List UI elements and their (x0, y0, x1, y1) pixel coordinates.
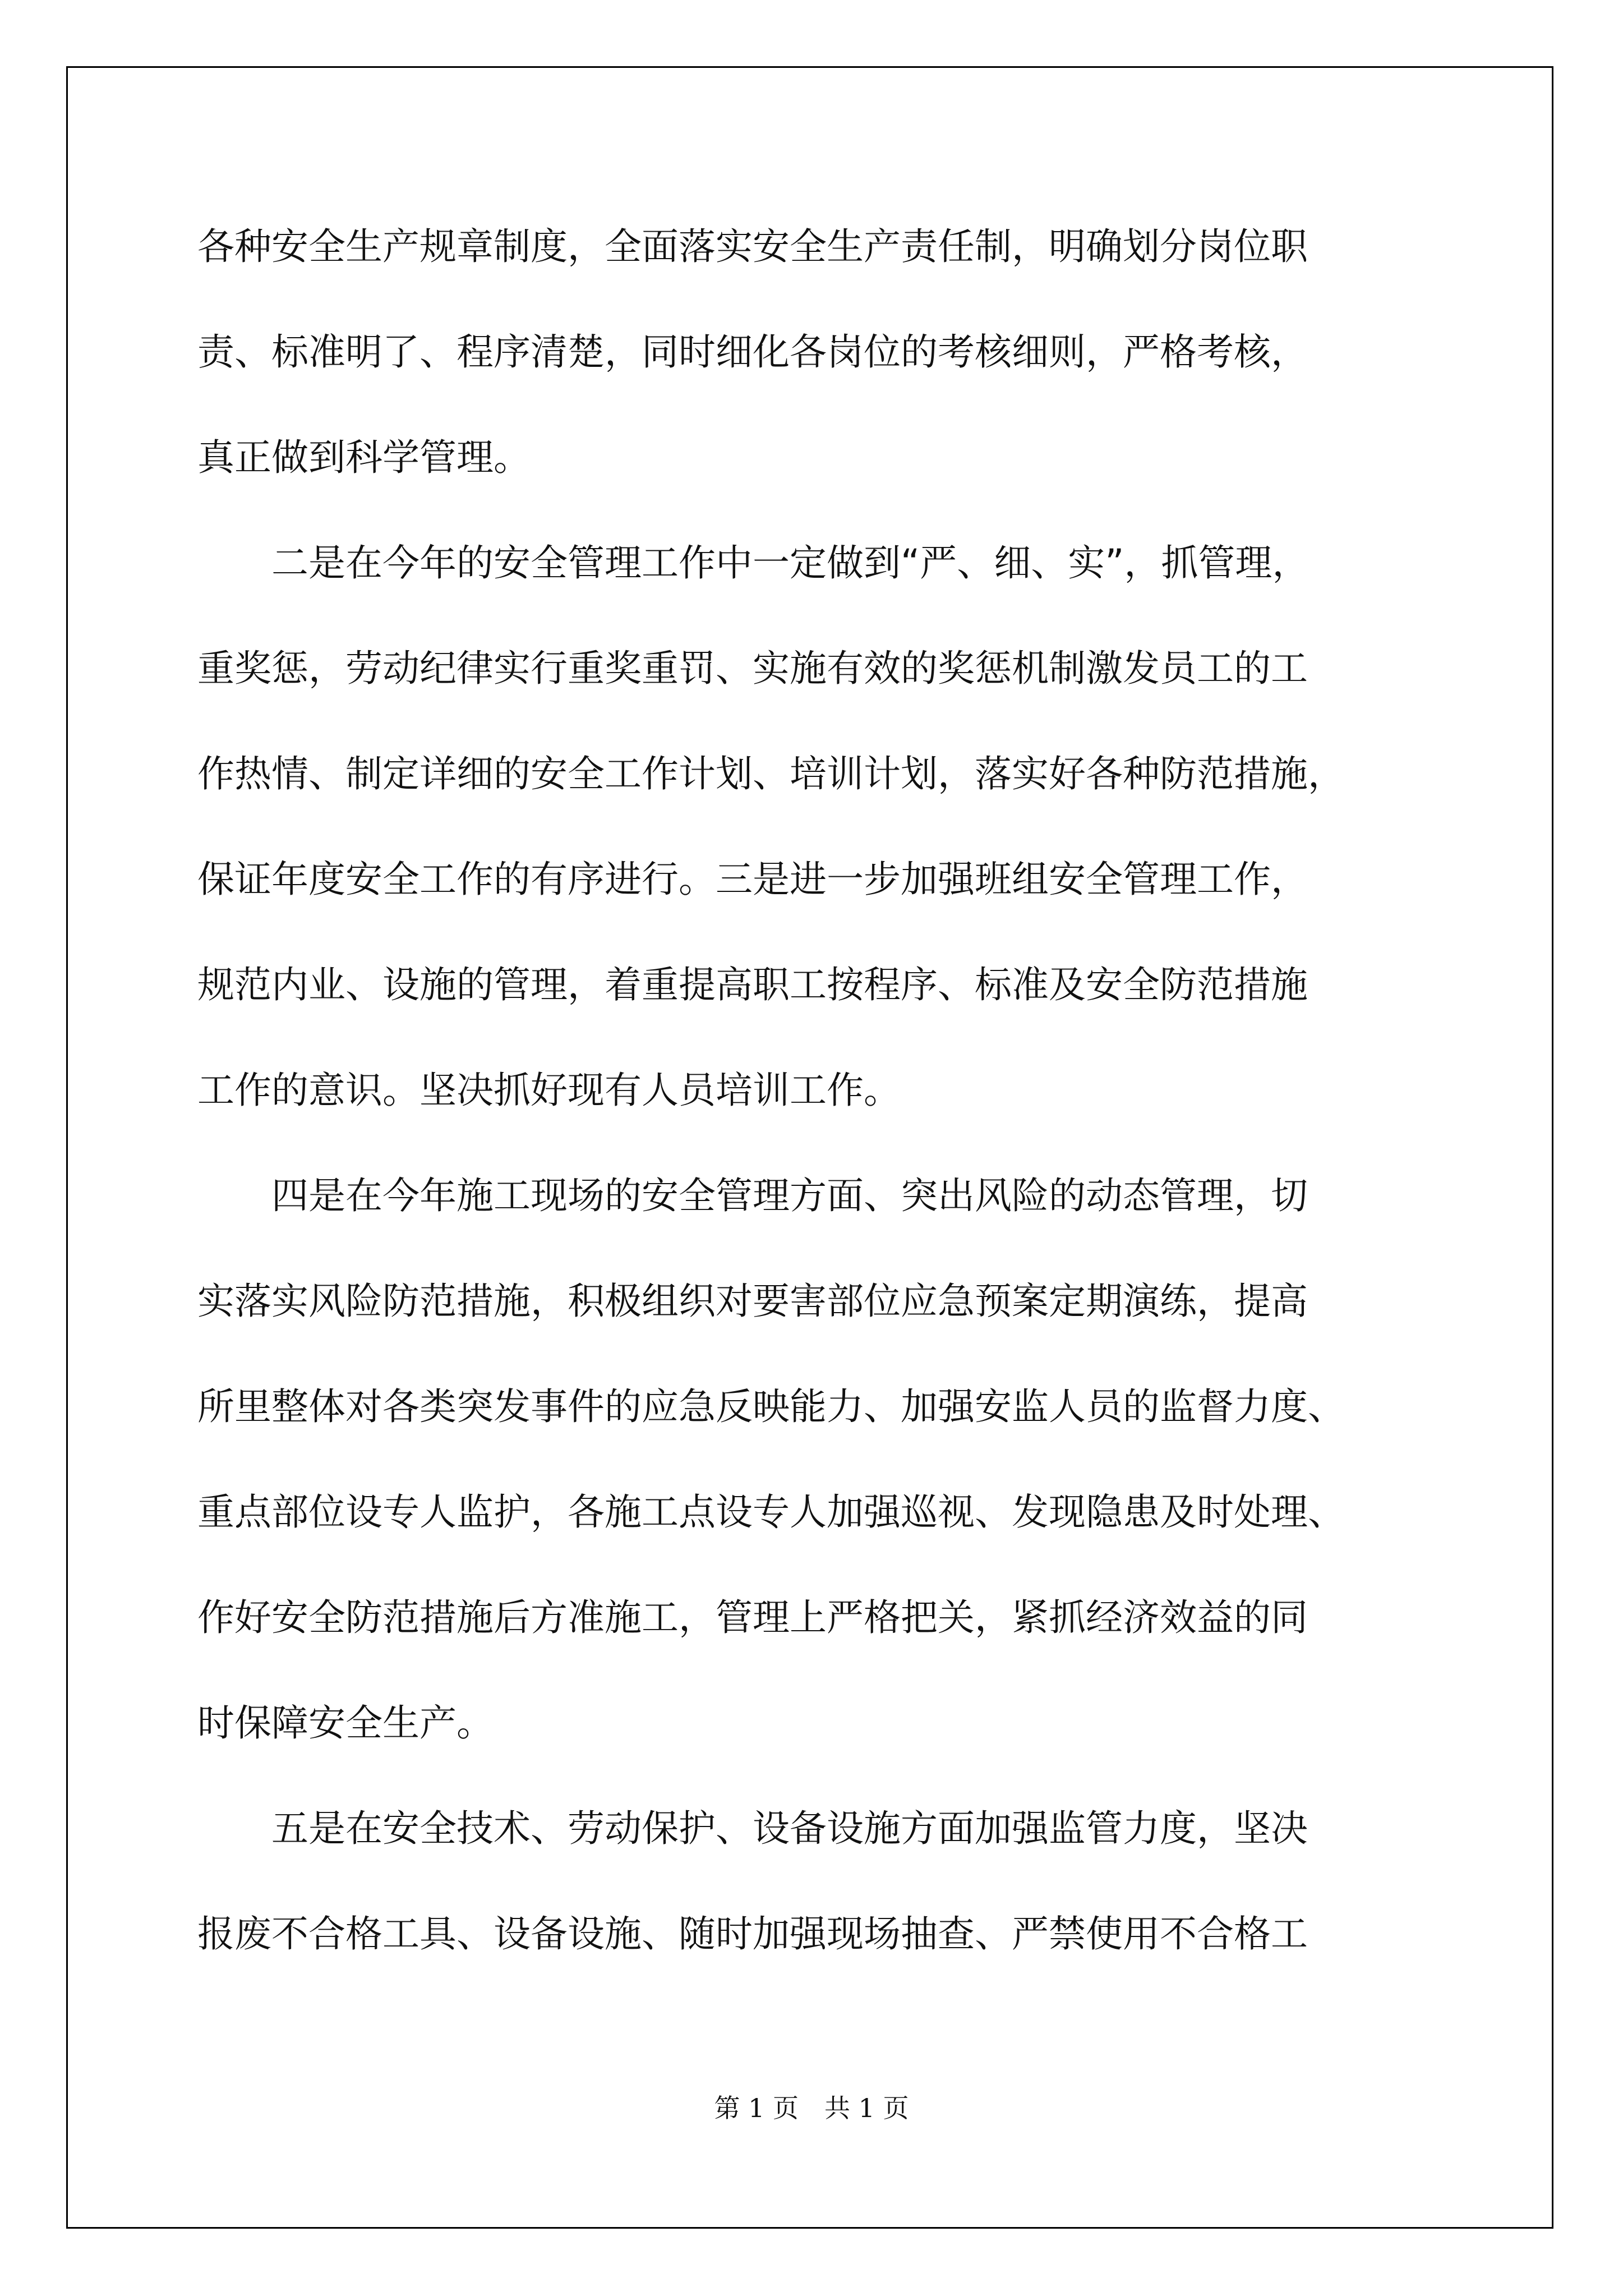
text-line: 规范内业、设施的管理，着重提高职工按程序、标准及安全防范措施 (197, 963, 1308, 1006)
text-line: 实落实风险防范措施，积极组织对要害部位应急预案定期演练，提高 (197, 1280, 1308, 1323)
text-line: 工作的意识。坚决抓好现有人员培训工作。 (197, 1069, 901, 1112)
text-line: 作好安全防范措施后方准施工，管理上严格把关，紧抓经济效益的同 (197, 1596, 1308, 1639)
text-line: 四是在今年施工现场的安全管理方面、突出风险的动态管理，切 (197, 1174, 1308, 1217)
text-line: 重点部位设专人监护，各施工点设专人加强巡视、发现隐患及时处理、 (197, 1490, 1345, 1534)
text-line: 责、标准明了、程序清楚，同时细化各岗位的考核细则，严格考核， (197, 330, 1308, 374)
text-line: 所里整体对各类突发事件的应急反映能力、加强安监人员的监督力度、 (197, 1385, 1345, 1428)
text-line: 时保障安全生产。 (197, 1701, 494, 1745)
text-line: 保证年度安全工作的有序进行。三是进一步加强班组安全管理工作， (197, 858, 1308, 901)
text-line: 二是在今年的安全管理工作中一定做到“严、细、实”，抓管理， (197, 541, 1310, 585)
page-border (66, 66, 1553, 2229)
text-line: 各种安全生产规章制度，全面落实安全生产责任制，明确划分岗位职 (197, 225, 1308, 268)
text-line: 作热情、制定详细的安全工作计划、培训计划，落实好各种防范措施， (197, 752, 1345, 795)
text-line: 五是在安全技术、劳动保护、设备设施方面加强监管力度，坚决 (197, 1807, 1308, 1850)
text-line: 真正做到科学管理。 (197, 436, 531, 479)
text-line: 重奖惩，劳动纪律实行重奖重罚、实施有效的奖惩机制激发员工的工 (197, 647, 1308, 690)
text-line: 报废不合格工具、设备设施、随时加强现场抽查、严禁使用不合格工 (197, 1912, 1308, 1955)
page-number-footer: 第 1 页 共 1 页 (714, 2093, 909, 2123)
